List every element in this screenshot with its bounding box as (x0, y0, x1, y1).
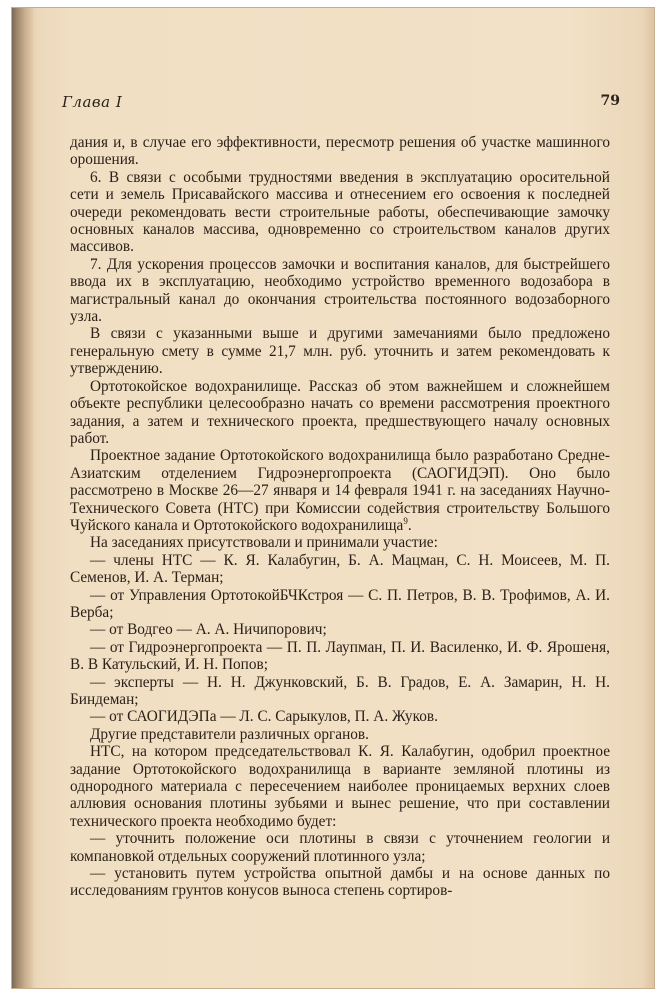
list-item: — члены НТС — К. Я. Калабугин, Б. А. Мацман, С. Н. Моисеев, М. П. Семенов, И. А. Терман; (70, 551, 610, 587)
paragraph: Другие представители различных органов. (90, 725, 369, 743)
chapter-title: Глава I (62, 93, 123, 111)
paragraph (70, 447, 610, 534)
page-number: 79 (600, 93, 620, 109)
list-item: — эксперты — Н. Н. Джунковский, Б. В. Градов, Е. А. Замарин, Н. Н. Биндеман; (70, 673, 610, 708)
paragraph: Ортотокойское водохранилище. Рассказ об этом важнейшем и сложнейшем объекте республики целесообразно начать со времени рассмотрения проектного задания, а затем и технического проекта, предшествующего началу основных работ. (70, 377, 610, 447)
list-item: — уточнить положение оси плотины в связи с уточнением геологии и компановкой отдельных сооружений плотинного узла; (70, 830, 610, 865)
running-header (62, 93, 620, 115)
list-item: — от Гидроэнергопроекта — П. П. Лаупман, П. И. Василенко, И. Ф. Ярошеня, В. В Катульский, И. Н. Попов; (70, 638, 610, 674)
list-item: — от Водгео — А. А. Ничипорович; (90, 621, 327, 639)
paragraph: 6. В связи с особыми трудностями введения в эксплуатацию оросительной сети и земель Присавайского массива и отнесением его освоения к последней очереди рекомендовать вести строительные работы, обеспечивающие замочку основных каналов массива, одновременно со строительством каналов других массивов. (70, 168, 610, 256)
paragraph: На заседаниях присутствовали и принимали участие: (90, 534, 438, 552)
paragraph-text: Проектное задание Ортотокойского водохранилища было разработано Средне-Азиатским отделением Гидроэнергопроекта (САОГИДЭП). Оно было рассмотрено в Москве 26—27 января и 14 февраля 1941 г. на заседаниях Научно-Технического Совета (НТС) при Комиссии содействия строительству Большого Чуйского канала и Ортотокойского водохранилища (70, 447, 610, 534)
list-item: — от Управления ОртотокойБЧКстроя — С. П. Петров, В. В. Трофимов, А. И. Верба; (70, 586, 610, 621)
page-spine-shadow (12, 8, 34, 988)
paragraph: 7. Для ускорения процессов замочки и воспитания каналов, для быстрейшего ввода их в эксплуатацию, необходимо устройство временного водозабора в магистральный канал до окончания строительства постоянного водозаборного узла. (70, 255, 610, 326)
list-item: — установить путем устройства опытной дамбы и на основе данных по исследованиям грунтов конусов выноса степень сортиров- (70, 865, 610, 900)
paragraph-end: . (407, 516, 412, 534)
list-item: — от САОГИДЭПа — Л. С. Сарыкулов, П. А. Жуков. (90, 708, 438, 726)
body-text (70, 134, 610, 900)
paragraph: В связи с указанными выше и другими замечаниями было предложено генеральную смету в сумме 21,7 млн. руб. уточнить и затем рекомендовать к утверждению. (70, 325, 610, 378)
footnote-marker: 9 (403, 515, 408, 526)
paragraph: НТС, на котором председательствовал К. Я. Калабугин, одобрил проектное задание Ортотокойского водохранилища в варианте земляной плотины из однородного материала с пересечением наиболее проницаемых верхних слоев аллювия основания плотины зубьями и вынес решение, что при составлении технического проекта необходимо будет: (70, 743, 610, 830)
paragraph: дания и, в случае его эффективности, пересмотр решения об участке машинного орошения. (70, 134, 610, 169)
